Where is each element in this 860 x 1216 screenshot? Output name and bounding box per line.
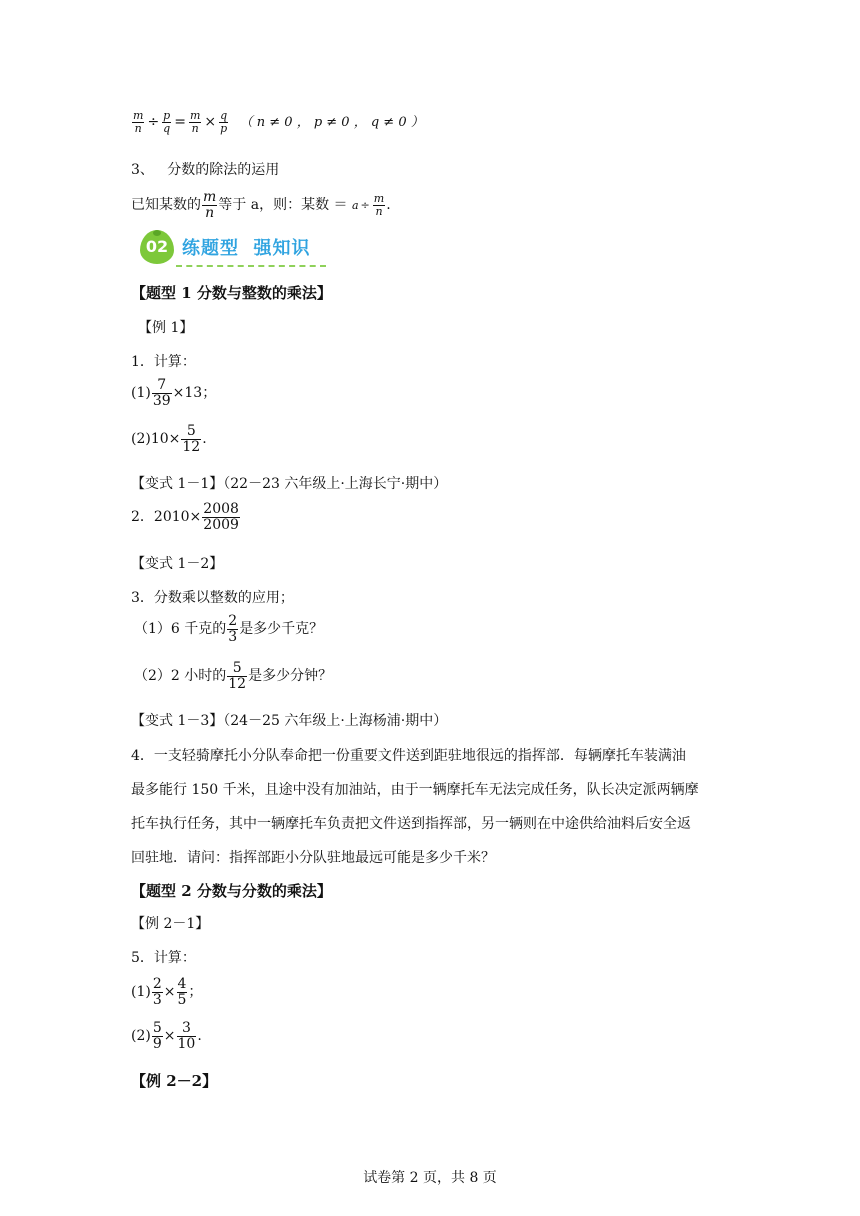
- section-underline: [176, 265, 326, 267]
- question-4-line-4: 回驻地．请问：指挥部距小分队驻地最远可能是多少千米？: [131, 850, 495, 866]
- question-4-line-2: 最多能行 150 千米，且途中没有加油站，由于一辆摩托车无法完成任务，队长决定派两辆摩: [131, 782, 699, 798]
- fraction-4-over-5: $\frac{4}{5}$: [177, 976, 187, 1008]
- fraction-m-over-n-2: $\frac{m}{n}$: [189, 109, 201, 135]
- section-3-heading: 3、 分数的除法的运用: [131, 162, 280, 178]
- fraction-2-over-3-2: $\frac{2}{3}$: [152, 976, 162, 1008]
- question-3-text: 3．分数乘以整数的应用；: [131, 590, 294, 606]
- section-number-badge: 02: [140, 230, 174, 264]
- fraction-5-over-12-2: $\frac{5}{12}$: [228, 660, 247, 692]
- variant-1-3-label: 【变式 1－3】（24－25 六年级上·上海杨浦·期中）: [131, 713, 448, 729]
- example-2-2-label: 【例 2－2】: [131, 1072, 218, 1090]
- variant-1-2-label: 【变式 1－2】: [131, 556, 224, 572]
- leaf-icon: [153, 230, 161, 236]
- question-5b: (2) $\frac{5}{9}$ × $\frac{3}{10}$ .: [131, 1020, 202, 1052]
- fraction-3-over-10: $\frac{3}{10}$: [177, 1020, 196, 1052]
- question-3a: （1）6 千克的 $\frac{2}{3}$ 是多少千克？: [134, 613, 324, 645]
- example-1-label: 【例 1】: [138, 320, 194, 336]
- known-number-rule: 已知某数的 $\frac{m}{n}$ 等于 a，则：某数 ＝ a ÷ $\frac{m}{n}$ .: [131, 189, 391, 221]
- type-1-title: 【题型 1 分数与整数的乘法】: [131, 284, 332, 302]
- variant-1-1-label: 【变式 1－1】（22－23 六年级上·上海长宁·期中）: [131, 476, 448, 492]
- fraction-5-over-12: $\frac{5}{12}$: [182, 423, 201, 455]
- question-1-text: 1．计算：: [131, 354, 196, 370]
- formula-conditions: （ n ≠ 0 ， p ≠ 0 ， q ≠ 0 ）: [239, 115, 424, 131]
- question-4-line-3: 托车执行任务，其中一辆摩托车负责把文件送到指挥部，另一辆则在中途供给油料后安全返: [131, 816, 691, 832]
- question-4-line-1: 4．一支轻骑摩托小分队奉命把一份重要文件送到距驻地很远的指挥部．每辆摩托车装满油: [131, 748, 686, 764]
- question-1b: (2)10× $\frac{5}{12}$ .: [131, 423, 207, 455]
- division-formula: $\frac{m}{n}$ ÷ $\frac{p}{q}$ = $\frac{m}{n}$ × $\frac{q}{p}$ （ n ≠ 0 ， p ≠ 0 ， q ≠ 0 ）: [133, 109, 424, 135]
- fraction-p-over-q: $\frac{p}{q}$: [163, 109, 171, 135]
- fraction-5-over-9: $\frac{5}{9}$: [152, 1020, 162, 1052]
- fraction-2-over-3: $\frac{2}{3}$: [228, 613, 238, 645]
- question-2: 2．2010× $\frac{2008}{2009}$: [131, 501, 239, 533]
- section-banner: [140, 226, 340, 270]
- fraction-m-over-n: $\frac{m}{n}$: [133, 109, 144, 135]
- question-5-text: 5．计算：: [131, 950, 196, 966]
- page-footer: 试卷第 2 页，共 8 页: [363, 1170, 497, 1186]
- fraction-m-over-n-3: $\frac{m}{n}$: [203, 189, 217, 221]
- fraction-7-over-39: $\frac{7}{39}$: [152, 377, 171, 409]
- fraction-m-over-n-4: $\frac{m}{n}$: [373, 192, 385, 218]
- fraction-2008-over-2009: $\frac{2008}{2009}$: [203, 501, 239, 533]
- type-2-title: 【题型 2 分数与分数的乘法】: [131, 882, 332, 900]
- example-2-1-label: 【例 2－1】: [131, 916, 210, 932]
- section-title: 练题型 强知识: [182, 238, 311, 259]
- question-3b: （2）2 小时的 $\frac{5}{12}$ 是多少分钟？: [134, 660, 333, 692]
- question-1a: (1) $\frac{7}{39}$ ×13；: [131, 377, 217, 409]
- fraction-q-over-p: $\frac{q}{p}$: [220, 109, 228, 135]
- question-5a: (1) $\frac{2}{3}$ × $\frac{4}{5}$ ；: [131, 976, 203, 1008]
